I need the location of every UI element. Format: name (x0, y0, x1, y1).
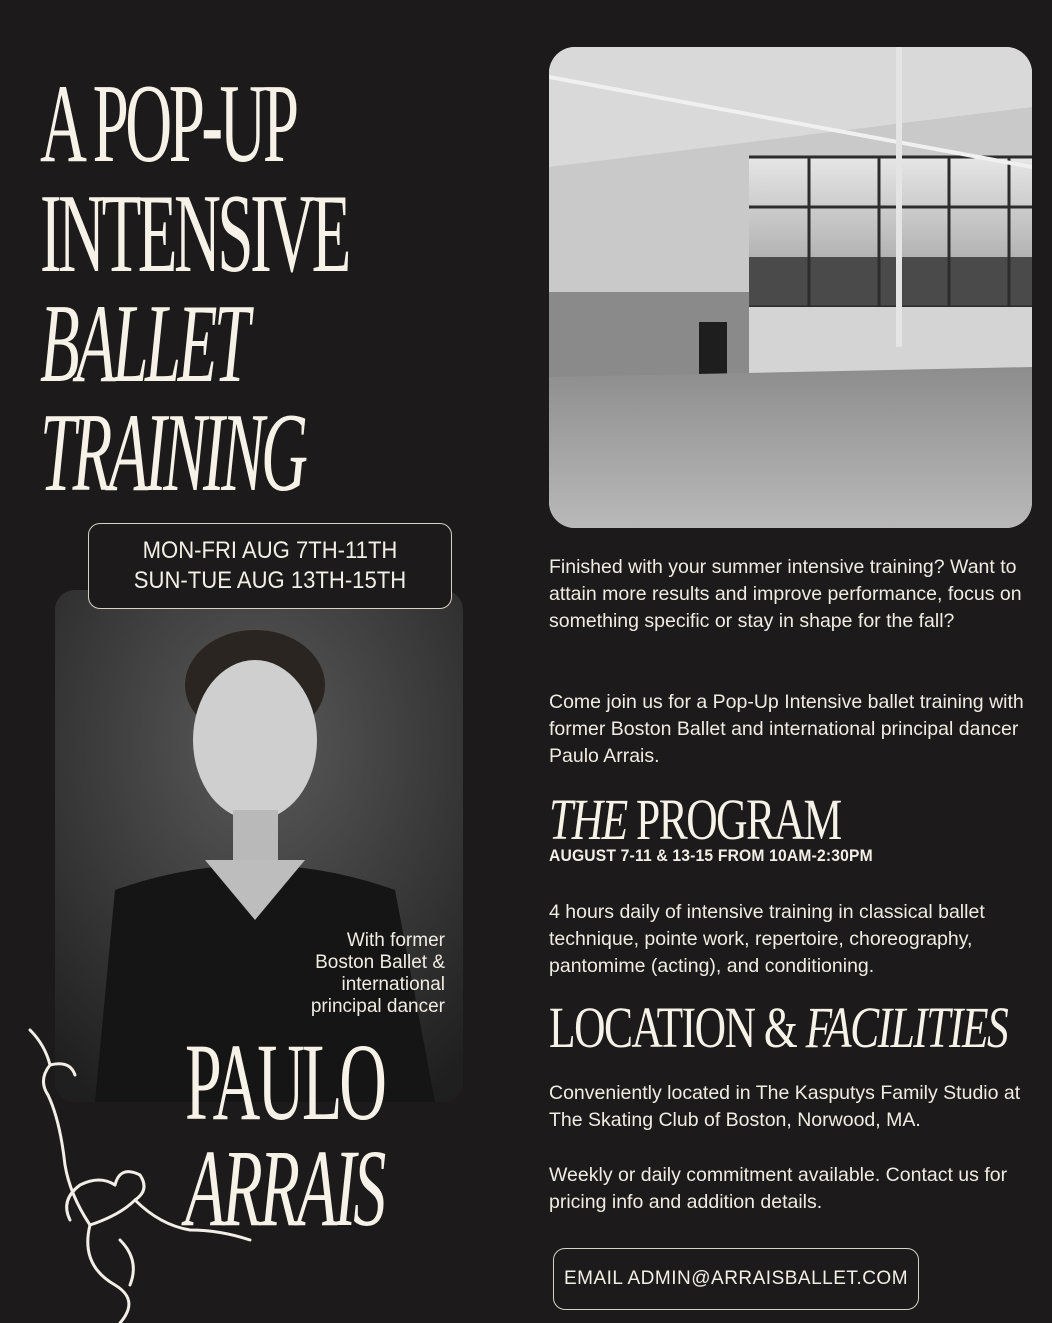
dancer-last-name: ARRAIS (185, 1126, 384, 1249)
headline-line-2: INTENSIVE (40, 171, 348, 296)
email-button-label: EMAIL ADMIN@ARRAISBALLET.COM (563, 1268, 909, 1289)
dancer-caption (270, 930, 445, 1018)
location-title-italic: FACILITIES (805, 995, 1008, 1060)
location-title (549, 994, 1007, 1061)
caption-line-1: With former (346, 930, 445, 951)
dancer-line-drawing-icon (20, 1025, 280, 1323)
location-paragraph-1: Conveniently located in The Kasputys Family Studio at The Skating Club of Boston, Norwood, MA. (549, 1082, 1021, 1131)
program-title-italic: THE (549, 787, 627, 852)
intro-paragraph-1: Finished with your summer intensive training? Want to attain more results and improve performance, focus on something specific or stay in shape for the fall? (549, 556, 1022, 632)
program-description: 4 hours daily of intensive training in classical ballet technique, pointe work, repertoire, choreography, pantomime (acting), and conditioning. (549, 901, 985, 977)
headline-line-4: TRAINING (40, 391, 305, 516)
studio-photo (549, 47, 1032, 528)
intro-paragraph-2: Come join us for a Pop-Up Intensive ballet training with former Boston Ballet and international principal dancer Paulo Arrais. (549, 691, 1024, 767)
program-schedule: AUGUST 7-11 & 13-15 FROM 10AM-2:30PM (549, 846, 873, 865)
program-title (549, 786, 841, 853)
headline (40, 62, 510, 516)
dates-line-2: SUN-TUE AUG 13TH-15TH (133, 567, 407, 594)
email-button[interactable] (553, 1248, 919, 1310)
caption-line-4: principal dancer (310, 996, 445, 1017)
location-paragraph-2: Weekly or daily commitment available. Contact us for pricing info and addition details. (549, 1164, 1008, 1213)
dates-box (88, 523, 452, 609)
headline-line-3: BALLET (40, 281, 247, 406)
program-title-rest: PROGRAM (626, 787, 841, 852)
headline-line-1: A POP-UP (40, 62, 296, 186)
dancer-first-name: PAULO (185, 1021, 384, 1143)
caption-line-3: international (341, 974, 445, 995)
dates-line-1: MON-FRI AUG 7TH-11TH (142, 537, 398, 564)
caption-line-2: Boston Ballet & (315, 952, 445, 973)
location-title-plain: LOCATION & (549, 995, 806, 1060)
